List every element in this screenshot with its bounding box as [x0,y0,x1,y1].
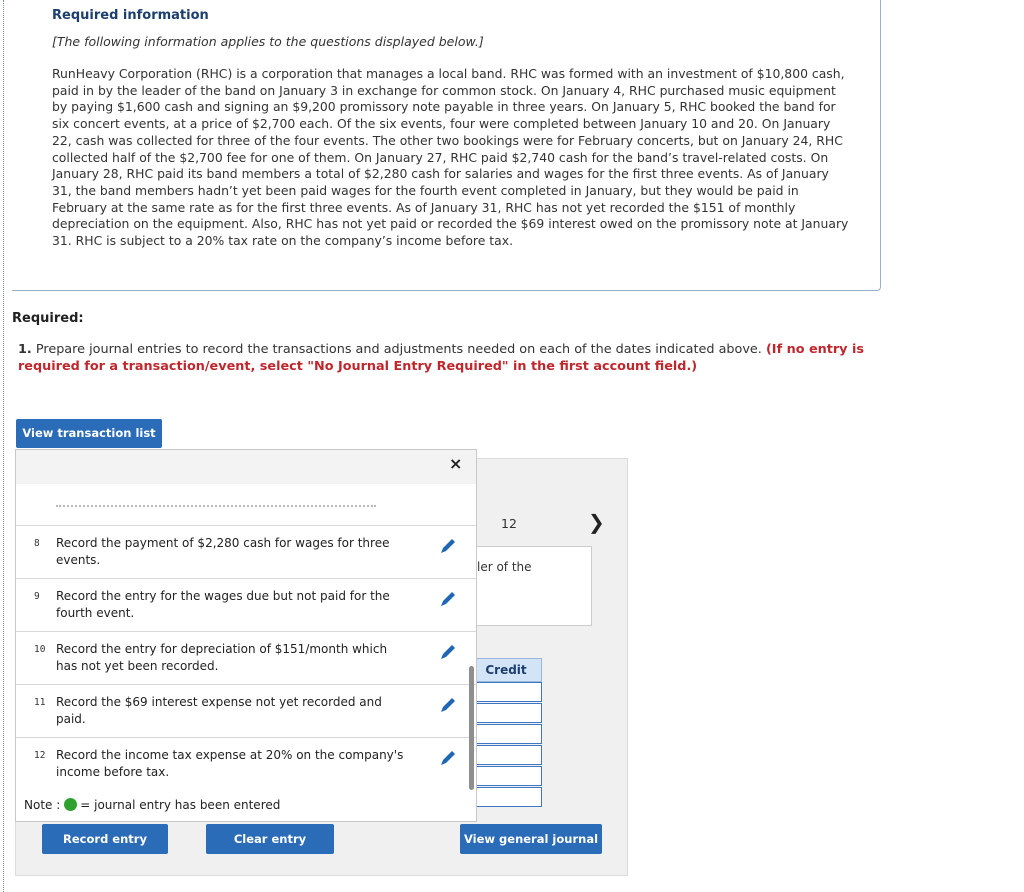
credit-column-header: Credit [470,658,542,682]
transaction-item-9[interactable] [16,578,476,630]
info-title: Required information [52,8,209,23]
item-number: 9 [34,591,40,602]
page-number: 12 [501,516,517,531]
credit-input[interactable] [470,682,542,702]
record-entry-button[interactable]: Record entry [42,824,168,854]
transaction-description-box [470,546,592,626]
item-text: Record the payment of $2,280 cash for wages for three events. [56,536,390,567]
required-label: Required: [12,311,84,326]
note-text: = journal entry has been entered [80,798,281,812]
edit-pencil-icon[interactable] [438,642,458,662]
credit-input[interactable] [470,724,542,744]
item-text: Record the $69 interest expense not yet recorded and paid. [56,695,382,726]
item-text: Record the entry for the wages due but not paid for the fourth event. [56,589,390,620]
credit-input[interactable] [470,787,542,807]
item-text: Record the income tax expense at 20% on the company's income before tax. [56,748,404,779]
description-partial-text: ler of the [477,560,532,574]
item-number: 12 [34,750,46,761]
list-scrollbar[interactable] [469,666,474,790]
credit-input[interactable] [470,745,542,765]
edit-pencil-icon[interactable] [438,536,458,556]
item-number: 11 [34,697,46,708]
popup-header [16,450,476,484]
view-general-journal-button[interactable]: View general journal [460,824,602,854]
item-number: 10 [34,644,46,655]
info-paragraph: RunHeavy Corporation (RHC) is a corporation that manages a local band. RHC was formed with an investment of $10,800 cash, paid in by the leader of the band on January 3 in exchange for common stock. On January 4, RHC purchased music equipment by paying $1,600 cash and signing an $9,200 promissory note payable in three years. On January 5, RHC booked the band for six concert events, at a price of $2,700 each. Of the six events, four were completed between January 10 and 20. On January 22, cash was collected for three of the four events. The other two bookings were for February concerts, but on January 24, RHC collected half of the $2,700 fee for one of them. On January 27, RHC paid $2,740 cash for the band’s travel-related costs. On January 28, RHC paid its band members a total of $2,280 cash for salaries and wages for the first three events. As of January 31, the band members hadn’t yet been paid wages for the fourth event completed in January, but they would be paid in February at the same rate as for the first three events. As of January 31, RHC has not yet recorded the $151 of monthly depreciation on the equipment. Also, RHC has not yet paid or recorded the $69 interest owed on the promissory note at January 31. RHC is subject to a 20% tax rate on the company’s income before tax. [52,66,849,249]
credit-input[interactable] [470,766,542,786]
edit-pencil-icon[interactable] [438,748,458,768]
item-text: Record the entry for depreciation of $151/month which has not yet been recorded. [56,642,388,673]
transaction-item-11[interactable] [16,684,476,736]
entered-status-icon [64,798,77,811]
transaction-item-12[interactable] [16,737,476,789]
instruction-note: (If no entry is required for a transaction/event, select "No Journal Entry Required" in the first account field.) [18,342,864,374]
item-number: 8 [34,538,40,549]
edit-pencil-icon[interactable] [438,695,458,715]
required-instruction [18,342,868,375]
credit-input[interactable] [470,703,542,723]
clipped-previous-item [56,505,376,511]
transaction-list-popup [15,449,477,822]
edit-pencil-icon[interactable] [438,589,458,609]
view-transaction-list-button[interactable]: View transaction list [16,419,162,448]
close-icon[interactable]: × [449,454,463,473]
clear-entry-button[interactable]: Clear entry [206,824,334,854]
question-number: 1. [18,342,32,357]
left-border [3,0,4,892]
legend-note [24,798,280,812]
instruction-text: Prepare journal entries to record the transactions and adjustments needed on each of the dates indicated above. [35,342,762,357]
note-label: Note : [24,798,61,812]
chevron-right-icon[interactable]: ❯ [588,510,605,534]
info-subtitle: [The following information applies to the questions displayed below.] [52,34,484,49]
transaction-item-8[interactable] [16,525,476,577]
transaction-item-10[interactable] [16,631,476,683]
